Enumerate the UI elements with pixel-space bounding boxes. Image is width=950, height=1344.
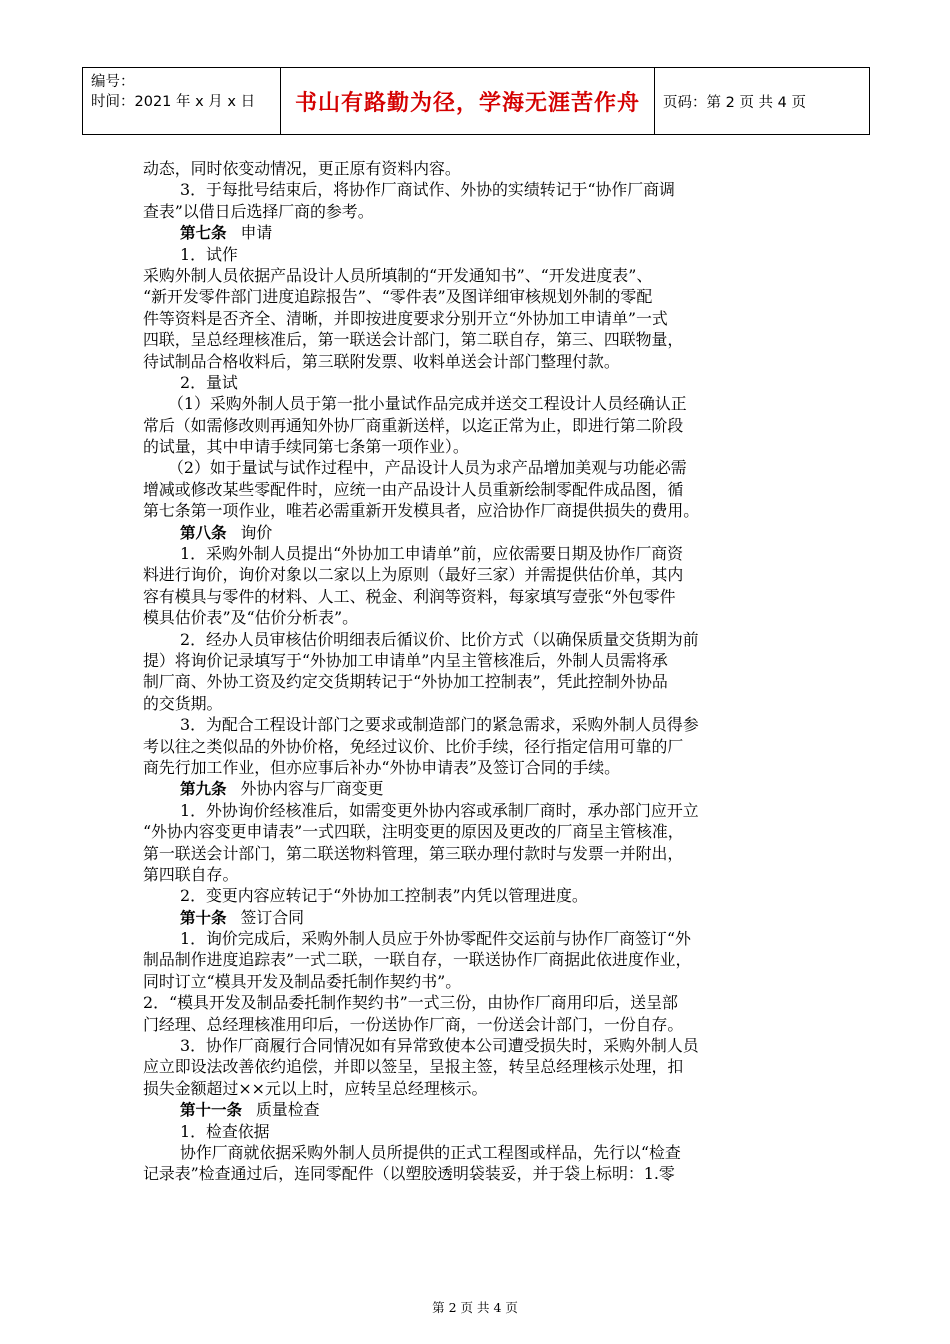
body-text-line: 2．量试 bbox=[180, 372, 238, 392]
body-text-line: 协作厂商就依据采购外制人员所提供的正式工程图或样品，先行以“检查 bbox=[180, 1142, 681, 1162]
document-number-label: 编号： bbox=[91, 74, 135, 90]
article-number: 第七条 bbox=[180, 224, 227, 243]
body-text-line: 第四联自存。 bbox=[143, 864, 239, 884]
header-meta bbox=[83, 68, 281, 134]
body-text-line: 商先行加工作业，但亦应事后补办“外协申请表”及签订合同的手续。 bbox=[143, 757, 621, 777]
body-text-line: 2．变更内容应转记于“外协加工控制表”内凭以管理进度。 bbox=[180, 886, 588, 906]
document-body bbox=[143, 158, 813, 1185]
page-header bbox=[82, 67, 870, 135]
article-title: 签订合同 bbox=[240, 907, 305, 927]
header-motto-cell bbox=[281, 68, 655, 134]
header-motto: 书山有路勤为径，学海无涯苦作舟 bbox=[294, 90, 640, 116]
body-text-line: 3．协作厂商履行合同情况如有异常致使本公司遭受损失时，采购外制人员 bbox=[180, 1036, 699, 1056]
body-text-line: 1．试作 bbox=[180, 244, 238, 264]
article-number: 第十一条 bbox=[180, 1101, 243, 1120]
body-text-line: 件等资料是否齐全、清晰，并即按进度要求分别开立“外协加工申请单”一式 bbox=[143, 308, 668, 328]
body-text-line: 制品制作进度追踪表”一式二联，一联自存，一联送协作厂商据此依进度作业， bbox=[143, 950, 692, 970]
footer-page-number: 第 2 页 共 4 页 bbox=[432, 1300, 518, 1315]
article-number: 第十条 bbox=[180, 908, 227, 927]
body-text-line: 的试量，其中申请手续同第七条第一项作业）。 bbox=[143, 437, 469, 457]
body-text-line: （2）如于量试与试作过程中，产品设计人员为求产品增加美观与功能必需 bbox=[168, 458, 687, 478]
header-page-info bbox=[655, 68, 869, 134]
body-text-line: 损失金额超过××元以上时，应转呈总经理核示。 bbox=[143, 1078, 488, 1098]
article-title: 外协内容与厂商变更 bbox=[240, 779, 384, 799]
article-heading bbox=[143, 907, 813, 928]
body-text-line: 3．于每批号结束后，将协作厂商试作、外协的实绩转记于“协作厂商调 bbox=[180, 180, 675, 200]
body-text-line: “新开发零件部门进度追踪报告”、“零件表”及图详细审核规划外制的零配 bbox=[143, 287, 653, 307]
document-date-label: 时间：2021 年 x 月 x 日 bbox=[91, 94, 256, 110]
article-heading bbox=[143, 522, 813, 543]
body-text-line: 常后（如需修改则再通知外协厂商重新送样，以迄正常为止，即进行第二阶段 bbox=[143, 415, 684, 435]
body-text-line: 提）将询价记录填写于“外协加工申请单”内呈主管核准后，外制人员需将承 bbox=[143, 650, 668, 670]
body-text-line: 考以往之类似品的外协价格，免经过议价、比价手续，径行指定信用可靠的厂 bbox=[143, 736, 684, 756]
body-text-line: 2．经办人员审核估价明细表后循议价、比价方式（以确保质量交货期为前 bbox=[180, 629, 699, 649]
body-text-line: 1．采购外制人员提出“外协加工申请单”前，应依需要日期及协作厂商资 bbox=[180, 544, 684, 564]
body-text-line: 待试制品合格收料后，第三联附发票、收料单送会计部门整理付款。 bbox=[143, 351, 620, 371]
body-text-line: 应立即设法改善依约追偿，并即以签呈，呈报主签，转呈总经理核示处理，扣 bbox=[143, 1057, 684, 1077]
body-text-line: 同时订立“模具开发及制品委托制作契约书”。 bbox=[143, 971, 462, 991]
body-text-line: 1．检查依据 bbox=[180, 1121, 270, 1141]
page-footer bbox=[0, 1298, 950, 1316]
article-number: 第八条 bbox=[180, 523, 227, 542]
body-text-line: 第七条第一项作业，唯若必需重新开发模具者，应洽协作厂商提供损失的费用。 bbox=[143, 501, 700, 521]
body-text-line: 增减或修改某些零配件时，应统一由产品设计人员重新绘制零配件成品图，循 bbox=[143, 479, 684, 499]
body-text-line: 查表”以借日后选择厂商的参考。 bbox=[143, 201, 374, 221]
body-text-line: 采购外制人员依据产品设计人员所填制的“开发通知书”、“开发进度表”、 bbox=[143, 265, 653, 285]
body-text-line: 的交货期。 bbox=[143, 693, 223, 713]
body-text-line: “外协内容变更申请表”一式四联，注明变更的原因及更改的厂商呈主管核准， bbox=[143, 822, 684, 842]
body-text-line: 第一联送会计部门，第二联送物料管理，第三联办理付款时与发票一并附出， bbox=[143, 843, 684, 863]
body-text-line: 1．询价完成后，采购外制人员应于外协零配件交运前与协作厂商签订“外 bbox=[180, 929, 691, 949]
body-text-line: 1．外协询价经核准后，如需变更外协内容或承制厂商时，承办部门应开立 bbox=[180, 800, 699, 820]
body-text-line: 动态，同时依变动情况，更正原有资料内容。 bbox=[143, 159, 461, 178]
body-text-line: 门经理、总经理核准用印后，一份送协作厂商，一份送会计部门，一份自存。 bbox=[143, 1014, 684, 1034]
article-title: 申请 bbox=[240, 223, 273, 243]
body-text-line: （1）采购外制人员于第一批小量试作品完成并送交工程设计人员经确认正 bbox=[168, 394, 687, 414]
article-heading bbox=[143, 1099, 813, 1120]
body-text-line: 记录表”检查通过后，连同零配件（以塑胶透明袋装妥，并于袋上标明：1.零 bbox=[143, 1164, 675, 1184]
article-heading bbox=[143, 778, 813, 799]
article-title: 质量检查 bbox=[256, 1100, 320, 1120]
header-page-label: 页码：第 2 页 共 4 页 bbox=[663, 94, 806, 111]
article-title: 询价 bbox=[240, 522, 273, 542]
body-text-line: 制厂商、外协工资及约定交货期转记于“外协加工控制表”，凭此控制外协品 bbox=[143, 672, 668, 692]
article-heading bbox=[143, 222, 813, 243]
body-text-line: 3．为配合工程设计部门之要求或制造部门的紧急需求，采购外制人员得参 bbox=[180, 715, 699, 735]
article-number: 第九条 bbox=[180, 780, 227, 799]
body-text-line: 模具估价表”及“估价分析表”。 bbox=[143, 608, 359, 628]
body-text-line: 四联，呈总经理核准后，第一联送会计部门，第二联自存，第三、四联物量， bbox=[143, 330, 684, 350]
body-text-line: 2．“模具开发及制品委托制作契约书”一式三份，由协作厂商用印后，送呈部 bbox=[143, 993, 678, 1013]
body-text-line: 料进行询价，询价对象以二家以上为原则（最好三家）并需提供估价单，其内 bbox=[143, 565, 684, 585]
body-text-line: 容有模具与零件的材料、人工、税金、利润等资料，每家填写壹张“外包零件 bbox=[143, 586, 676, 606]
